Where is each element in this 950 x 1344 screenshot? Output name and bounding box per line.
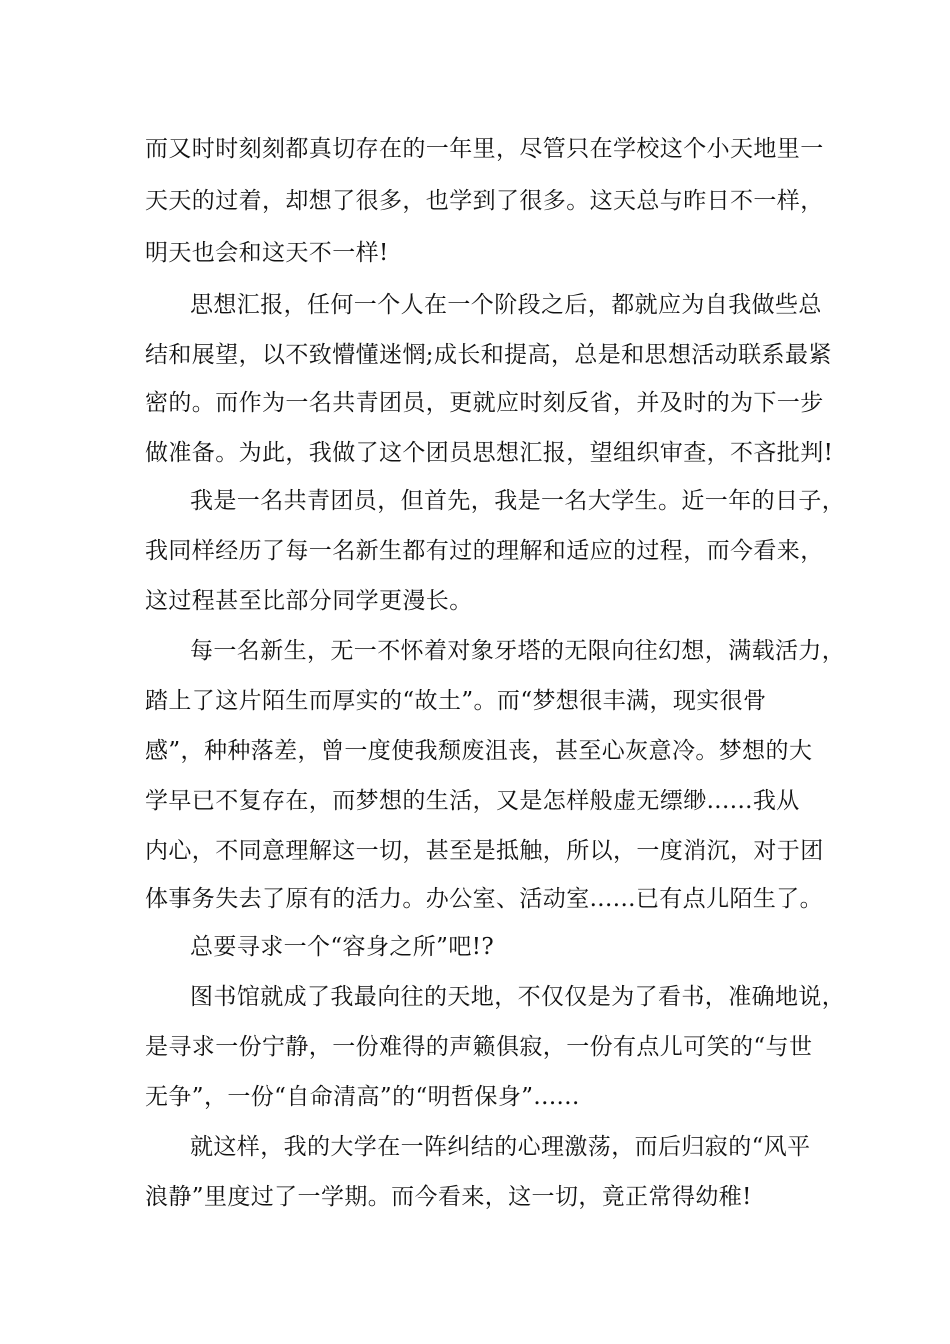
text-line: 体事务失去了原有的活力。办公室、活动室......已有点儿陌生了。 — [145, 886, 824, 912]
text-line: 学早已不复存在，而梦想的生活，又是怎样般虚无缥缈......我从 — [145, 788, 800, 814]
paragraph-first-line: 总要寻求一个“容身之所”吧!? — [190, 934, 495, 960]
paragraph-first-line: 图书馆就成了我最向往的天地，不仅仅是为了看书，准确地说， — [190, 984, 846, 1010]
text-line: 做准备。为此，我做了这个团员思想汇报，望组织审查，不吝批判! — [145, 440, 834, 466]
text-line: 踏上了这片陌生而厚实的“故土”。而“梦想很丰满，现实很骨 — [145, 688, 767, 714]
text-line: 内心，不同意理解这一切，甚至是抵触，所以，一度消沉，对于团 — [145, 838, 824, 864]
text-line: 我同样经历了每一名新生都有过的理解和适应的过程，而今看来， — [145, 538, 824, 564]
paragraph-first-line: 每一名新生，无一不怀着对象牙塔的无限向往幻想，满载活力， — [190, 638, 846, 664]
paragraph-first-line: 我是一名共青团员，但首先，我是一名大学生。近一年的日子， — [190, 488, 846, 514]
text-line: 而又时时刻刻都真切存在的一年里，尽管只在学校这个小天地里一 — [145, 136, 824, 162]
text-line: 天天的过着，却想了很多，也学到了很多。这天总与昨日不一样， — [145, 188, 824, 214]
text-line: 感”，种种落差，曾一度使我颓废沮丧，甚至心灰意冷。梦想的大 — [145, 738, 813, 764]
text-line: 浪静”里度过了一学期。而今看来，这一切，竟正常得幼稚! — [145, 1184, 752, 1210]
text-line: 密的。而作为一名共青团员，更就应时刻反省，并及时的为下一步 — [145, 390, 824, 416]
paragraph-first-line: 就这样，我的大学在一阵纠结的心理激荡，而后归寂的“风平 — [190, 1134, 811, 1160]
text-line: 这过程甚至比部分同学更漫长。 — [145, 588, 473, 614]
paragraph-first-line: 思想汇报，任何一个人在一个阶段之后，都就应为自我做些总 — [190, 292, 822, 318]
text-line: 明天也会和这天不一样! — [145, 240, 389, 266]
text-line: 结和展望，以不致懵懂迷惘;成长和提高，总是和思想活动联系最紧 — [145, 342, 832, 368]
text-line: 无争”，一份“自命清高”的“明哲保身”...... — [145, 1084, 580, 1110]
text-line: 是寻求一份宁静，一份难得的声籁俱寂，一份有点儿可笑的“与世 — [145, 1034, 813, 1060]
